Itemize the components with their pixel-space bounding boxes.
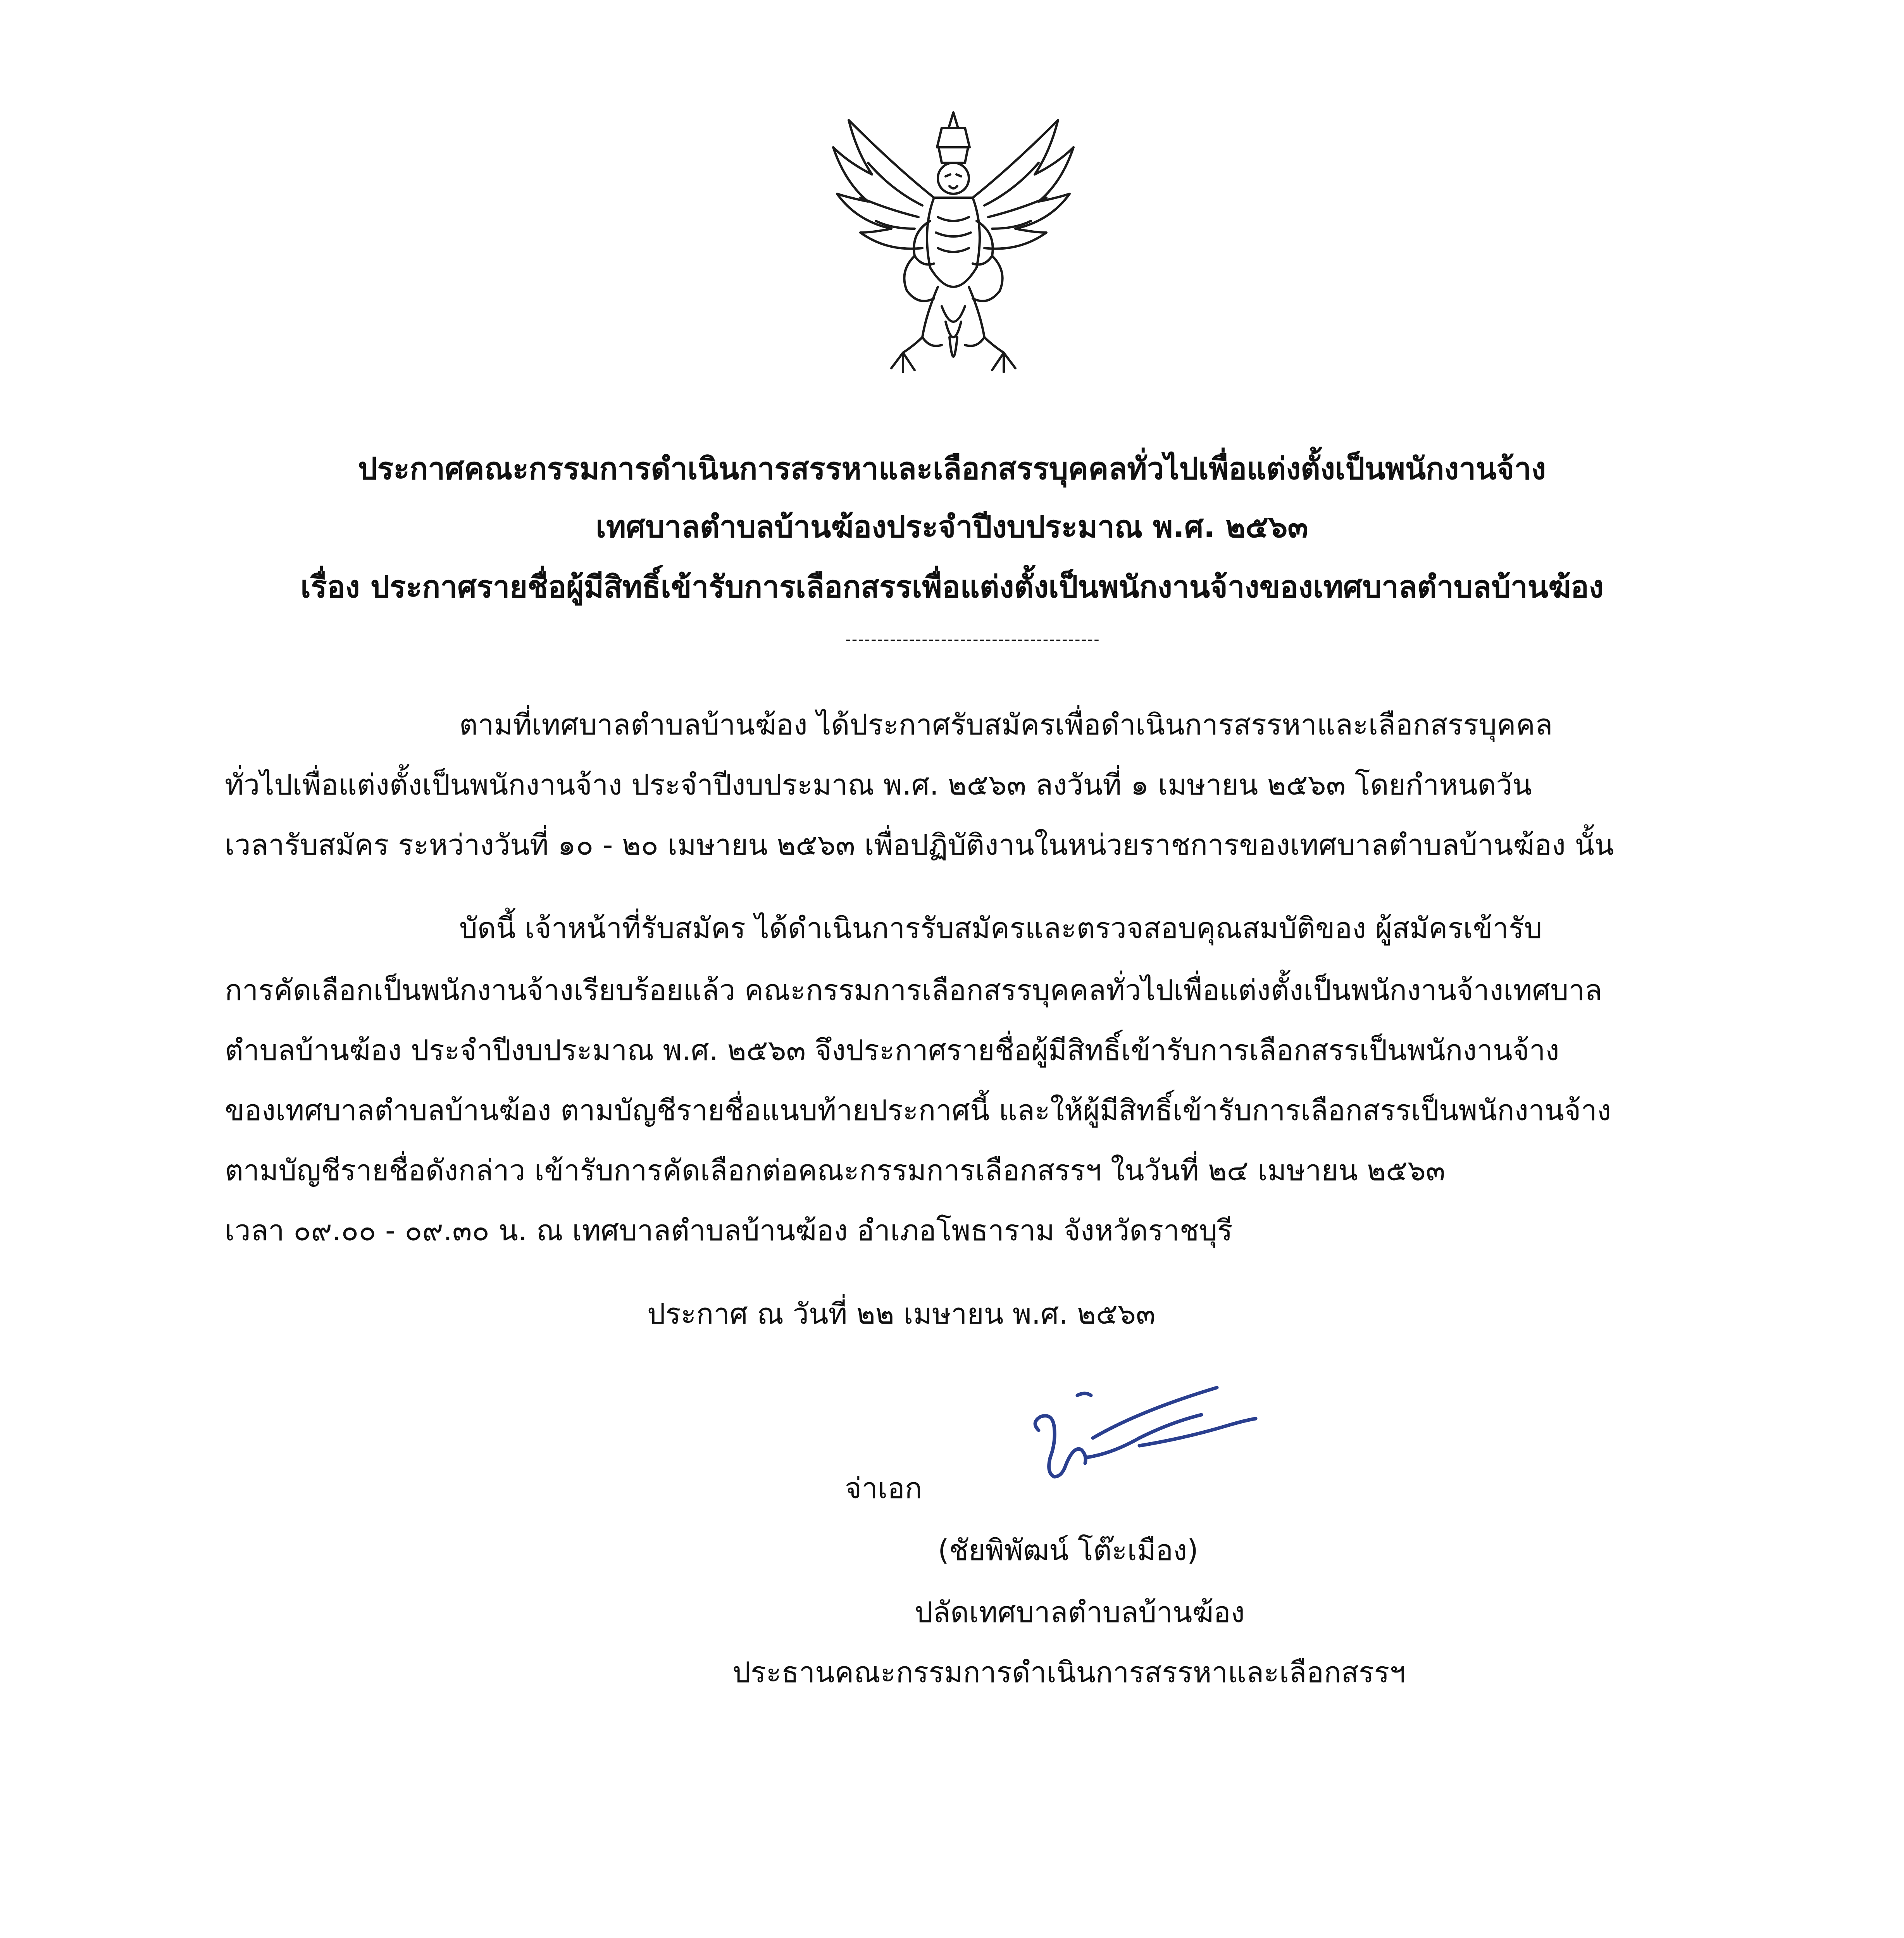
paragraph2-line2: การคัดเลือกเป็นพนักงานจ้างเรียบร้อยแล้ว คณะกรรมการเลือกสรรบุคคลทั่วไปเพื่อแต่งตั้งเป็นพนักงานจ้างเทศบาล xyxy=(225,974,1602,1007)
paragraph1-line1: ตามที่เทศบาลตำบลบ้านฆ้อง ได้ประกาศรับสมัครเพื่อดำเนินการสรรหาและเลือกสรรบุคคล xyxy=(459,708,1553,741)
announcement-heading-line1: ประกาศคณะกรรมการดำเนินการสรรหาและเลือกสรรบุคคลทั่วไปเพื่อแต่งตั้งเป็นพนักงานจ้าง xyxy=(358,452,1546,486)
heading-divider: ---------------------------------------- xyxy=(845,631,1100,648)
announcement-subject: เรื่อง ประกาศรายชื่อผู้มีสิทธิ์เข้ารับการเลือกสรรเพื่อแต่งตั้งเป็นพนักงานจ้างของเทศบาลตำบลบ้านฆ้อง xyxy=(300,570,1604,605)
signatory-name: (ชัยพิพัฒน์ โต๊ะเมือง) xyxy=(938,1534,1199,1567)
signatory-rank: จ่าเอก xyxy=(845,1472,922,1505)
announcement-heading-line2: เทศบาลตำบลบ้านฆ้องประจำปีงบประมาณ พ.ศ. ๒๕๖๓ xyxy=(596,510,1308,545)
garuda-emblem-icon xyxy=(825,105,1081,391)
paragraph1-line2: ทั่วไปเพื่อแต่งตั้งเป็นพนักงานจ้าง ประจำปีงบประมาณ พ.ศ. ๒๕๖๓ ลงวันที่ ๑ เมษายน ๒๕๖๓ โดยกำหนดวัน xyxy=(225,768,1532,802)
paragraph1-line3: เวลารับสมัคร ระหว่างวันที่ ๑๐ - ๒๐ เมษายน ๒๕๖๓ เพื่อปฏิบัติงานในหน่วยราชการของเทศบาลตำบลบ้านฆ้อง นั้น xyxy=(225,828,1614,862)
paragraph2-line6: เวลา ๐๙.๐๐ - ๐๙.๓๐ น. ณ เทศบาลตำบลบ้านฆ้อง อำเภอโพธาราม จังหวัดราชบุรี xyxy=(225,1214,1233,1247)
paragraph2-line3: ตำบลบ้านฆ้อง ประจำปีงบประมาณ พ.ศ. ๒๕๖๓ จึงประกาศรายชื่อผู้มีสิทธิ์เข้ารับการเลือกสรรเป็นพนักงานจ้าง xyxy=(225,1034,1559,1067)
signatory-position: ปลัดเทศบาลตำบลบ้านฆ้อง xyxy=(915,1596,1245,1629)
paragraph2-line1: บัดนี้ เจ้าหน้าที่รับสมัคร ได้ดำเนินการรับสมัครและตรวจสอบคุณสมบัติของ ผู้สมัครเข้ารับ xyxy=(459,912,1542,945)
announcement-date: ประกาศ ณ วันที่ ๒๒ เมษายน พ.ศ. ๒๕๖๓ xyxy=(647,1297,1156,1331)
paragraph2-line5: ตามบัญชีรายชื่อดังกล่าว เข้ารับการคัดเลือกต่อคณะกรรมการเลือกสรรฯ ในวันที่ ๒๔ เมษายน ๒๕๖๓ xyxy=(225,1154,1446,1187)
handwritten-signature xyxy=(1023,1380,1263,1488)
paragraph2-line4: ของเทศบาลตำบลบ้านฆ้อง ตามบัญชีรายชื่อแนบท้ายประกาศนี้ และให้ผู้มีสิทธิ์เข้ารับการเลือกสรรเป็นพนักงานจ้าง xyxy=(225,1094,1611,1127)
signatory-role: ประธานคณะกรรมการดำเนินการสรรหาและเลือกสรรฯ xyxy=(732,1656,1406,1689)
